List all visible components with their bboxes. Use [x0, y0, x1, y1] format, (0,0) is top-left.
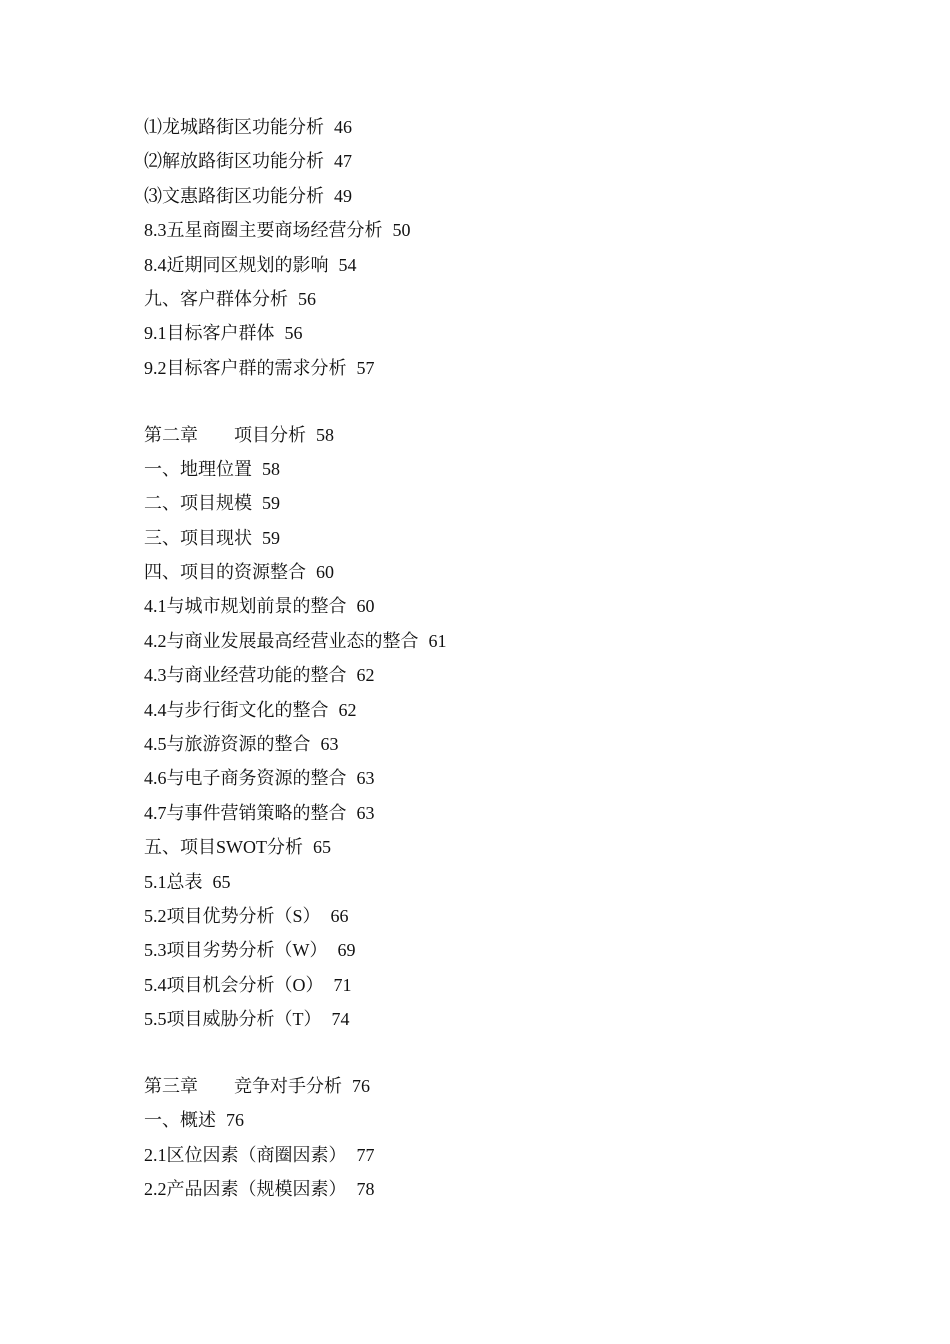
toc-entry-title: 2.1区位因素（商圈因素）: [144, 1144, 347, 1165]
toc-entry-page: 78: [356, 1179, 375, 1200]
toc-entry-page: 46: [334, 117, 352, 137]
toc-entry[interactable]: [144, 521, 864, 555]
toc-entry-title: 5.5项目威胁分析（T）: [144, 1009, 322, 1030]
toc-entry-title: 4.5与旅游资源的整合: [144, 734, 311, 755]
section-gap: [144, 385, 864, 417]
toc-entry-page: 63: [320, 734, 339, 755]
table-of-contents: [144, 110, 864, 1207]
toc-entry-title: 5.3项目劣势分析（W）: [144, 940, 328, 961]
toc-entry[interactable]: [144, 796, 864, 830]
toc-entry-page: 60: [316, 562, 334, 583]
toc-entry-page: 77: [356, 1144, 375, 1165]
toc-entry-page: 76: [352, 1075, 370, 1096]
toc-entry-title: 第二章 项目分析: [144, 424, 306, 445]
toc-entry-page: 76: [226, 1110, 244, 1131]
toc-chapter-entry[interactable]: [144, 1069, 864, 1103]
toc-entry-page: 65: [313, 837, 331, 858]
toc-entry-title: 4.7与事件营销策略的整合: [144, 802, 347, 823]
toc-entry-title: 9.1目标客户群体: [144, 323, 275, 344]
toc-entry-title: ⑴龙城路街区功能分析: [144, 117, 324, 137]
toc-entry-page: 60: [356, 596, 375, 617]
toc-entry-title: 8.3五星商圈主要商场经营分析: [144, 220, 383, 241]
toc-entry[interactable]: [144, 213, 864, 247]
toc-entry-page: 69: [337, 940, 356, 961]
toc-entry-title: 9.2目标客户群的需求分析: [144, 357, 347, 378]
toc-entry-page: 57: [356, 357, 375, 378]
toc-entry[interactable]: [144, 555, 864, 589]
toc-entry[interactable]: [144, 658, 864, 692]
toc-entry-title: 5.1总表: [144, 871, 203, 892]
toc-entry-title: ⑶文惠路街区功能分析: [144, 185, 324, 206]
toc-entry-page: 62: [338, 699, 357, 720]
toc-entry-title: 五、项目SWOT分析: [144, 837, 303, 858]
toc-entry[interactable]: [144, 727, 864, 761]
toc-entry-page: 56: [298, 288, 316, 309]
toc-entry[interactable]: [144, 1103, 864, 1137]
toc-entry-page: 59: [262, 493, 280, 514]
toc-entry-page: 58: [316, 424, 334, 445]
toc-entry[interactable]: [144, 865, 864, 899]
toc-entry[interactable]: [144, 830, 864, 864]
toc-entry-title: 二、项目规模: [144, 493, 252, 514]
toc-entry-page: 50: [392, 220, 411, 241]
toc-entry-title: 4.1与城市规划前景的整合: [144, 596, 347, 617]
toc-entry-page: 61: [428, 630, 447, 651]
toc-entry[interactable]: [144, 1002, 864, 1036]
toc-entry-title: 一、概述: [144, 1110, 216, 1131]
toc-entry[interactable]: [144, 179, 864, 213]
toc-entry[interactable]: [144, 452, 864, 486]
toc-entry-title: 8.4近期同区规划的影响: [144, 254, 329, 275]
toc-entry-page: 47: [334, 151, 352, 172]
toc-entry[interactable]: [144, 624, 864, 658]
toc-entry-page: 74: [331, 1009, 350, 1030]
toc-entry-title: 5.2项目优势分析（S）: [144, 905, 321, 926]
toc-entry-page: 56: [284, 323, 303, 344]
toc-entry-page: 54: [338, 254, 357, 275]
toc-chapter-entry[interactable]: [144, 418, 864, 452]
toc-entry[interactable]: [144, 486, 864, 520]
toc-entry[interactable]: [144, 761, 864, 795]
toc-entry-title: 4.4与步行街文化的整合: [144, 699, 329, 720]
toc-entry[interactable]: [144, 282, 864, 316]
toc-entry-title: 4.6与电子商务资源的整合: [144, 768, 347, 789]
toc-entry-page: 71: [333, 974, 352, 995]
toc-entry-page: 65: [212, 871, 231, 892]
toc-entry[interactable]: [144, 316, 864, 350]
toc-entry-page: 62: [356, 665, 375, 686]
toc-entry-page: 63: [356, 802, 375, 823]
toc-entry[interactable]: [144, 144, 864, 178]
section-gap: [144, 1037, 864, 1069]
toc-entry-title: 三、项目现状: [144, 527, 252, 548]
toc-entry-title: 四、项目的资源整合: [144, 562, 306, 583]
toc-entry[interactable]: [144, 1138, 864, 1172]
toc-entry[interactable]: [144, 351, 864, 385]
toc-entry-title: 5.4项目机会分析（O）: [144, 974, 324, 995]
toc-entry[interactable]: [144, 589, 864, 623]
toc-entry-title: 2.2产品因素（规模因素）: [144, 1179, 347, 1200]
toc-entry[interactable]: [144, 968, 864, 1002]
toc-entry[interactable]: [144, 933, 864, 967]
toc-entry-page: 49: [334, 185, 352, 206]
toc-entry[interactable]: [144, 693, 864, 727]
toc-entry-page: 59: [262, 527, 280, 548]
toc-entry-title: 4.2与商业发展最高经营业态的整合: [144, 630, 419, 651]
toc-entry-page: 58: [262, 458, 280, 479]
toc-entry-title: 第三章 竞争对手分析: [144, 1075, 342, 1096]
toc-entry[interactable]: [144, 1172, 864, 1206]
toc-entry-title: 4.3与商业经营功能的整合: [144, 665, 347, 686]
toc-entry-page: 63: [356, 768, 375, 789]
toc-entry-page: 66: [330, 905, 349, 926]
toc-entry-title: 九、客户群体分析: [144, 288, 288, 309]
toc-entry[interactable]: [144, 110, 864, 144]
toc-entry-title: 一、地理位置: [144, 458, 252, 479]
toc-entry[interactable]: [144, 248, 864, 282]
toc-entry[interactable]: [144, 899, 864, 933]
toc-entry-title: ⑵解放路街区功能分析: [144, 151, 324, 172]
